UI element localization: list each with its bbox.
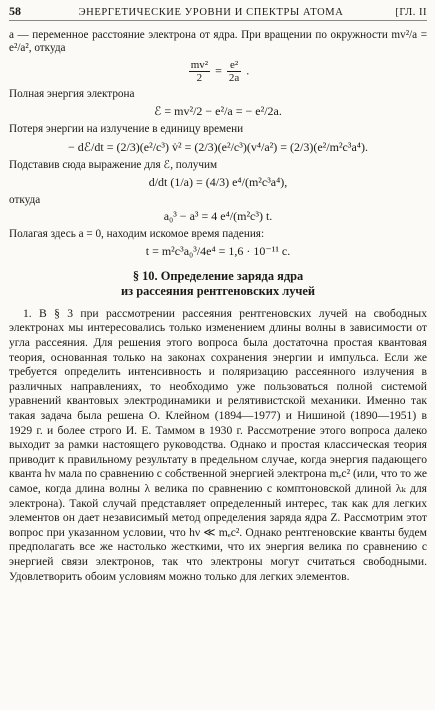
loss-label: Потеря энергии на излучение в единицу времени: [9, 123, 244, 136]
setting-label: Полагая здесь a = 0, находим искомое время падения:: [9, 228, 265, 241]
section-heading-line1: § 10. Определение заряда ядра: [132, 268, 304, 283]
equation-1: $\frac{\text{mv²}}{2}$ = $\frac{\text{e²}}{2a}$ .: [190, 58, 250, 84]
chapter-label: [ГЛ. II: [395, 7, 427, 18]
equation-5: a₀³ − a³ = 4 e⁴/(m²c³) t.: [163, 209, 273, 224]
body-text: [9, 307, 427, 584]
running-header: [9, 4, 427, 21]
frac-right: $\frac{\text{e²}}{2a}$: [228, 58, 240, 84]
whence-label: откуда: [9, 194, 41, 207]
body-paragraph: 1. В § 3 при рассмотрении рассеяния рентгеновских лучей на свободных электронах мы интересовались только изменением длины волны в зависимости от угла рассеяния. Для решения этого вопроса была достаточна простая квантовая теория, основанная только на законах сохранения энергии и импульса. Если же требуется определить интенсивность и поляризацию рассеянного излучения в различных направлениях, то необходимо уже пользоваться полной системой уравнений квантовых электродинамики и релятивистской механики. Именно так такая задача была решена О. Клейном (1894—1977) и Нишиной (1890—1951) в 1929 г. и более строго И. Е. Таммом в 1930 г. Рассмотрение этого вопроса далеко выходит за рамки настоящего руководства. Однако и простая классическая теория приводит к правильному результату в предельном случае, когда энергия падающего кванта hν мала по сравнению с собственной энергией электрона mₑc² (или, что то же самое, когда длина волны λ велика по сравнению с комптоновской длиной λₖ для электрона). Такой случай представляет определенный интерес, так как для легких элементов он дает независимый метод определения заряда ядра Z. Рассмотрим этот вопрос при указанном условии, что hν ≪ mₑc². Однако рентгеновские кванты будем предполагать все же настолько жесткими, что их энергия велика по сравнению с энергией связи электронов, так что электроны могут считаться свободными. Удовлетворить обоим условиям можно только для легких элементов.: [9, 306, 427, 583]
frac-left: $\frac{\text{mv²}}{2}$: [190, 58, 209, 84]
section-heading-line2: из рассеяния рентгеновских лучей: [120, 283, 316, 298]
equation-2: ℰ = mv²/2 − e²/a = − e²/2a.: [154, 104, 282, 119]
energy-label: Полная энергия электрона: [9, 87, 135, 100]
page-number: 58: [9, 4, 21, 18]
subst-label: Подставив сюда выражение для ℰ, получим: [9, 158, 218, 171]
running-title: ЭНЕРГЕТИЧЕСКИЕ УРОВНИ И СПЕКТРЫ АТОМА: [78, 7, 344, 18]
section-heading: [9, 269, 427, 299]
equation-3: − dℰ/dt = (2/3)(e²/c³) v̇² = (2/3)(e²/c³)(v⁴/a²) = (2/3)(e²/m²c³a⁴).: [68, 139, 368, 154]
equation-4: d/dt (1/a) = (4/3) e⁴/(m²c³a⁴),: [148, 175, 288, 190]
intro-line: a — переменное расстояние электрона от ядра. При вращении по окружности mv²/a = e²/a², откуда: [9, 29, 427, 55]
equation-6: t = m²c³a₀³/4e⁴ = 1,6 · 10⁻¹¹ с.: [145, 243, 291, 258]
